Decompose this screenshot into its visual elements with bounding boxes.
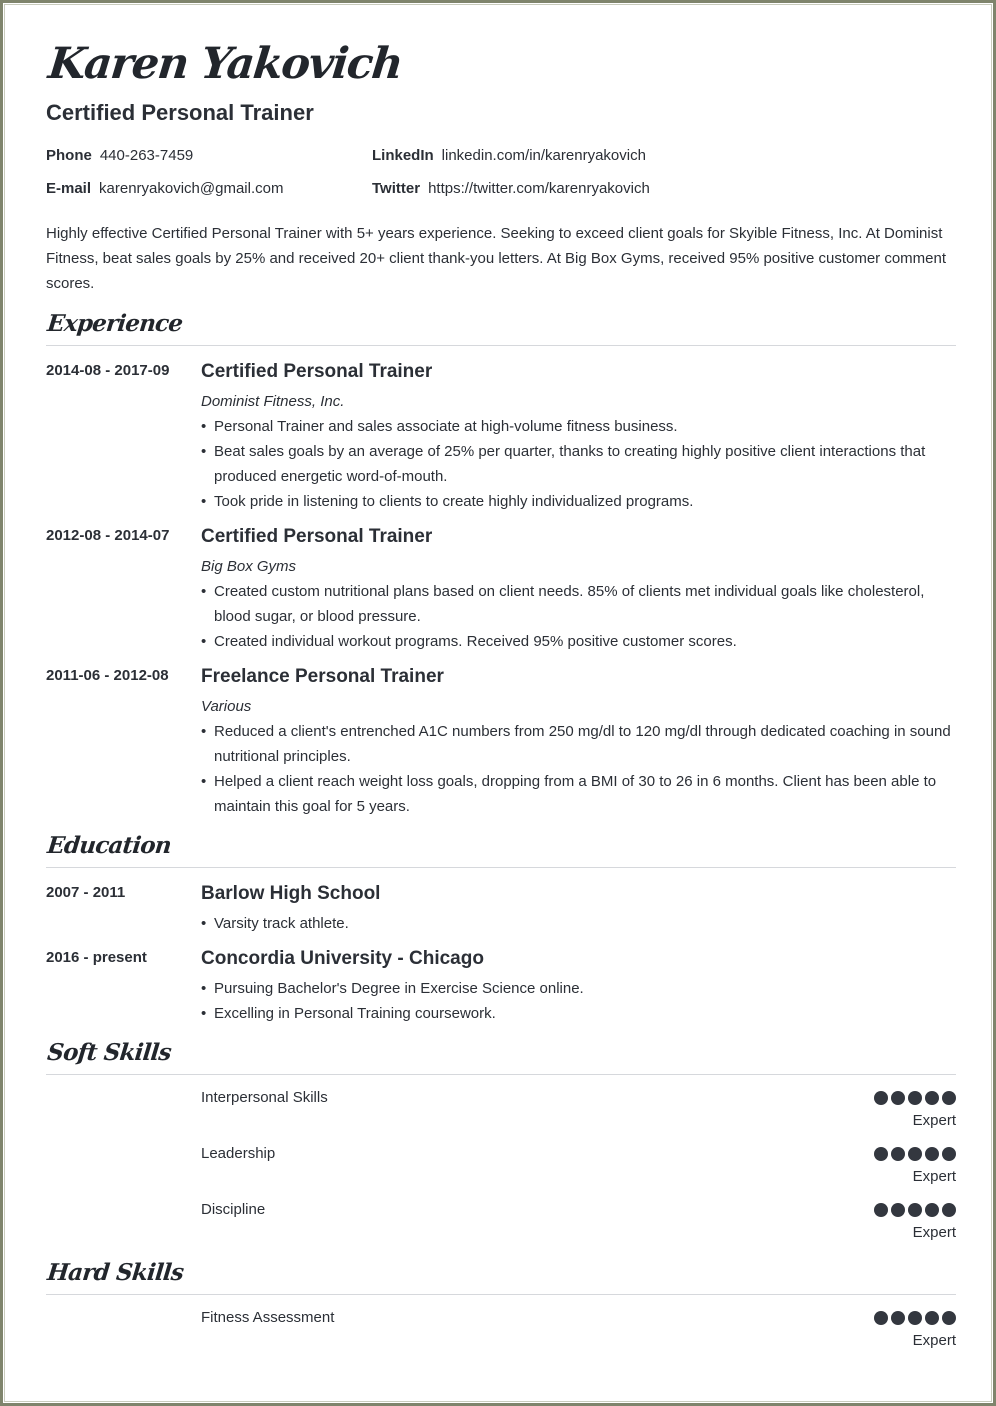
experience-dates: 2011-06 - 2012-08 (46, 667, 169, 684)
skill-item (201, 1309, 956, 1359)
soft-skills-divider (46, 1074, 956, 1075)
contact-phone-value[interactable]: 440-263-7459 (99, 147, 194, 164)
education-dates: 2007 - 2011 (46, 884, 126, 901)
experience-bullets (201, 414, 956, 514)
contact-email-label: E-mail (46, 180, 92, 197)
rating-dot (925, 1311, 939, 1325)
skill-level: Expert (912, 1224, 956, 1241)
education-body (201, 882, 956, 936)
experience-org: Various (201, 698, 252, 715)
education-bullet: • Pursuing Bachelor's Degree in Exercise Science online. (201, 976, 956, 1001)
contact-email (46, 180, 283, 197)
rating-dot (908, 1203, 922, 1217)
skill-level: Expert (912, 1332, 956, 1349)
experience-bullet: • Created individual workout programs. Received 95% positive customer scores. (201, 629, 956, 654)
contact-twitter-value[interactable]: https://twitter.com/karenryakovich (428, 180, 650, 197)
education-bullet: • Excelling in Personal Training coursework. (201, 1001, 956, 1026)
skill-name: Discipline (201, 1201, 266, 1218)
skill-item (201, 1089, 956, 1139)
education-bullet: • Varsity track athlete. (201, 911, 956, 936)
rating-dot (891, 1147, 905, 1161)
education-school: Barlow High School (201, 883, 381, 904)
skill-level: Expert (912, 1112, 956, 1129)
experience-body (201, 360, 956, 514)
experience-body (201, 525, 956, 654)
soft-skills-heading: Soft Skills (46, 1039, 173, 1066)
rating-dot (942, 1311, 956, 1325)
experience-bullet: • Reduced a client's entrenched A1C numbers from 250 mg/dl to 120 mg/dl through dedicated coaching in sound nutritional principles. (201, 719, 956, 769)
skill-item (201, 1145, 956, 1195)
experience-dates: 2012-08 - 2014-07 (46, 527, 170, 544)
education-heading: Education (46, 832, 173, 859)
rating-dot (874, 1203, 888, 1217)
rating-dot (942, 1203, 956, 1217)
contact-twitter (372, 180, 650, 197)
rating-dot (925, 1147, 939, 1161)
candidate-headline: Certified Personal Trainer (46, 100, 314, 125)
experience-role: Certified Personal Trainer (201, 526, 433, 547)
rating-dot (874, 1311, 888, 1325)
skill-rating (874, 1147, 956, 1161)
contact-phone (46, 147, 193, 164)
skill-rating (874, 1311, 956, 1325)
summary-text: Highly effective Certified Personal Trainer with 5+ years experience. Seeking to exceed client goals for Skyible Fitness, Inc. At Dominist Fitness, beat sales goals by 25% and received 20+ client thank-you letters. At Big Box Gyms, received 95% positive customer comment scores. (46, 225, 947, 292)
skill-rating (874, 1203, 956, 1217)
rating-dot (942, 1091, 956, 1105)
rating-dot (874, 1147, 888, 1161)
experience-role: Freelance Personal Trainer (201, 666, 444, 687)
experience-org: Dominist Fitness, Inc. (201, 393, 345, 410)
skill-level: Expert (912, 1168, 956, 1185)
contact-twitter-label: Twitter (372, 180, 421, 197)
experience-bullet: • Created custom nutritional plans based on client needs. 85% of clients met individual goals like cholesterol, blood sugar, or blood pressure. (201, 579, 956, 629)
experience-org: Big Box Gyms (201, 558, 297, 575)
rating-dot (891, 1311, 905, 1325)
education-divider (46, 867, 956, 868)
experience-body (201, 665, 956, 819)
skill-name: Leadership (201, 1145, 276, 1162)
experience-bullet: • Personal Trainer and sales associate at high-volume fitness business. (201, 414, 956, 439)
contact-linkedin-value[interactable]: linkedin.com/in/karenryakovich (441, 147, 646, 164)
skill-name: Fitness Assessment (201, 1309, 335, 1326)
rating-dot (908, 1091, 922, 1105)
experience-bullets (201, 719, 956, 819)
contact-email-value[interactable]: karenryakovich@gmail.com (99, 180, 284, 197)
experience-dates: 2014-08 - 2017-09 (46, 362, 170, 379)
education-bullets (201, 911, 956, 936)
rating-dot (908, 1147, 922, 1161)
experience-role: Certified Personal Trainer (201, 361, 433, 382)
experience-bullet: • Beat sales goals by an average of 25% per quarter, thanks to creating highly positive client interactions that produced energetic word-of-mouth. (201, 439, 956, 489)
rating-dot (908, 1311, 922, 1325)
skill-item (201, 1201, 956, 1251)
education-bullets (201, 976, 956, 1026)
rating-dot (925, 1203, 939, 1217)
candidate-name: Karen Yakovich (46, 39, 405, 89)
experience-bullet: • Took pride in listening to clients to create highly individualized programs. (201, 489, 956, 514)
skill-name: Interpersonal Skills (201, 1089, 328, 1106)
rating-dot (891, 1091, 905, 1105)
experience-heading: Experience (46, 310, 184, 337)
education-dates: 2016 - present (46, 949, 147, 966)
experience-bullet: • Helped a client reach weight loss goals, dropping from a BMI of 30 to 26 in 6 months. Client has been able to maintain this goal for 5 years. (201, 769, 956, 819)
education-school: Concordia University - Chicago (201, 948, 484, 969)
experience-bullets (201, 579, 956, 654)
education-body (201, 947, 956, 1026)
rating-dot (891, 1203, 905, 1217)
rating-dot (874, 1091, 888, 1105)
rating-dot (942, 1147, 956, 1161)
contact-linkedin (372, 147, 646, 164)
hard-skills-divider (46, 1294, 956, 1295)
rating-dot (925, 1091, 939, 1105)
contact-linkedin-label: LinkedIn (372, 147, 434, 164)
contact-phone-label: Phone (46, 147, 92, 164)
skill-rating (874, 1091, 956, 1105)
experience-divider (46, 345, 956, 346)
hard-skills-heading: Hard Skills (46, 1259, 185, 1286)
